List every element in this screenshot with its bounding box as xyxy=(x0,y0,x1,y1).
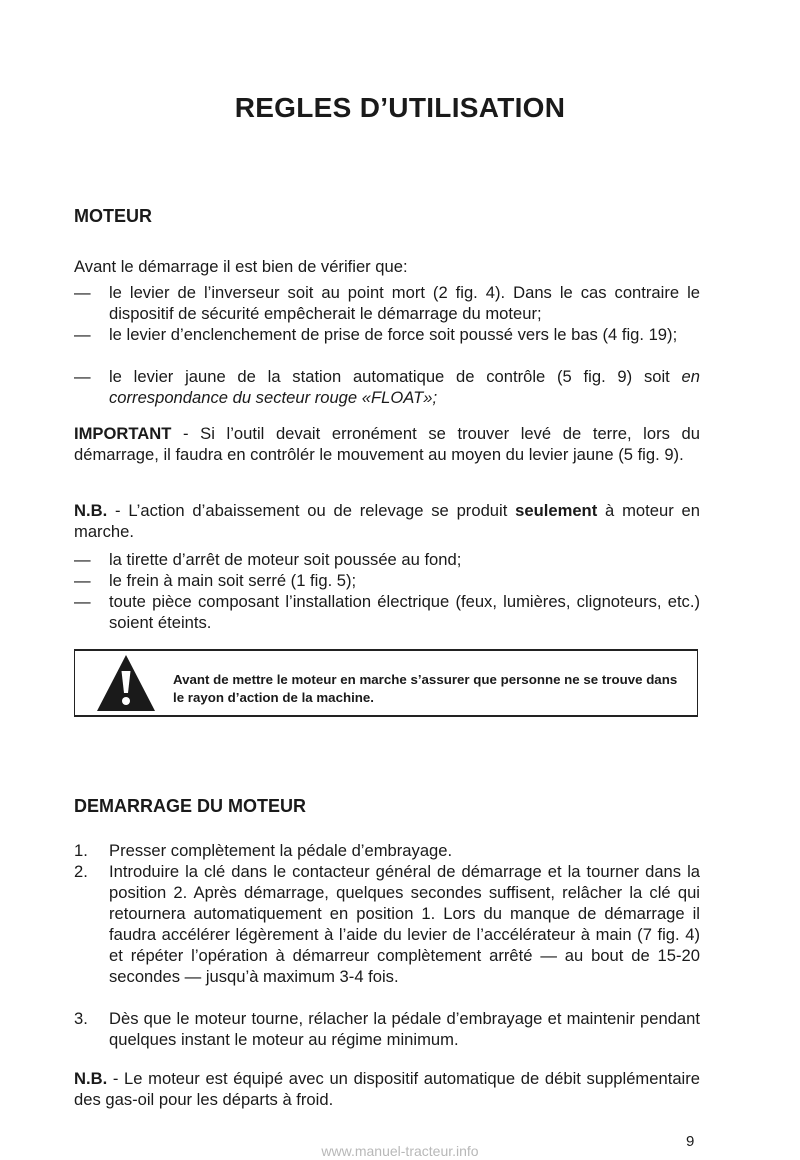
step-text: Presser complètement la pédale d’embrayage. xyxy=(109,841,453,860)
page-title: REGLES D’UTILISATION xyxy=(234,92,566,123)
list-item-text: le levier jaune de la station automatique de contrôle (5 fig. 9) soit en correspondance du secteur rouge «FLOAT»; xyxy=(109,367,700,407)
bullet-dash: — xyxy=(74,367,91,386)
list-item xyxy=(74,591,700,633)
nb-paragraph-2: N.B. - Le moteur est équipé avec un dispositif automatique de débit supplémentaire des gas-oil pour les départs à froid. xyxy=(74,1069,700,1109)
list-item-text: toute pièce composant l’installation électrique (feux, lumières, clignoteurs, etc.) soient éteints. xyxy=(109,592,700,632)
step-number: 2. xyxy=(74,862,88,881)
list-item-text: le frein à main soit serré (1 fig. 5); xyxy=(109,571,357,590)
intro-paragraph: Avant le démarrage il est bien de vérifier que: xyxy=(74,257,408,276)
footer-watermark: www.manuel-tracteur.info xyxy=(321,1143,479,1159)
list-item xyxy=(74,549,700,570)
important-paragraph: IMPORTANT - Si l’outil devait erronément se trouver levé de terre, lors du démarrage, il faudra en contrôlér le mouvement au moyen du levier jaune (5 fig. 9). xyxy=(74,424,700,464)
step-number: 3. xyxy=(74,1009,88,1028)
list-item xyxy=(74,282,700,324)
bullet-dash: — xyxy=(74,325,91,344)
bullet-dash: — xyxy=(74,592,91,611)
list-item xyxy=(74,840,700,861)
step-text: Introduire la clé dans le contacteur général de démarrage et la tourner dans la position 2. Après démarrage, quelques secondes suffisent, relâcher la clé qui retournera automatiquement en position 1. Lors du manque de démarrage il faudra accélérer légèrement à l’aide du levier de l’accélérateur à main (7 fig. 4) et répéter l’opération à démarreur complètement arrêté — au bout de 15-20 secondes — jusqu’à maximum 3-4 fois. xyxy=(109,862,700,986)
list-item-text: la tirette d’arrêt de moteur soit poussée au fond; xyxy=(109,550,462,569)
list-item xyxy=(74,324,700,345)
list-item xyxy=(74,1008,700,1050)
section-heading-demarrage: DEMARRAGE DU MOTEUR xyxy=(74,796,306,816)
warning-box xyxy=(74,649,698,717)
list-item-text: le levier d’enclenchement de prise de force soit poussé vers le bas (4 fig. 19); xyxy=(109,325,678,344)
list-item-text: le levier de l’inverseur soit au point mort (2 fig. 4). Dans le cas contraire le dispositif de sécurité empêcherait le démarrage du moteur; xyxy=(109,283,700,323)
nb-paragraph: N.B. - L’action d’abaissement ou de relevage se produit seulement à moteur en marche. xyxy=(74,501,700,541)
warning-triangle-icon xyxy=(95,653,157,713)
bullet-dash: — xyxy=(74,283,91,302)
step-text: Dès que le moteur tourne, rélacher la pédale d’embrayage et maintenir pendant quelques instant le moteur au régime minimum. xyxy=(109,1009,700,1049)
list-item xyxy=(74,366,700,408)
bullet-dash: — xyxy=(74,571,91,590)
step-number: 1. xyxy=(74,841,88,860)
list-item xyxy=(74,861,700,987)
list-item xyxy=(74,570,700,591)
page-number: 9 xyxy=(686,1133,695,1150)
section-heading-moteur: MOTEUR xyxy=(74,206,152,226)
bullet-dash: — xyxy=(74,550,91,569)
important-label: IMPORTANT xyxy=(74,424,172,443)
warning-text: Avant de mettre le moteur en marche s’assurer que personne ne se trouve dans le rayon d’action de la machine. xyxy=(173,672,678,705)
